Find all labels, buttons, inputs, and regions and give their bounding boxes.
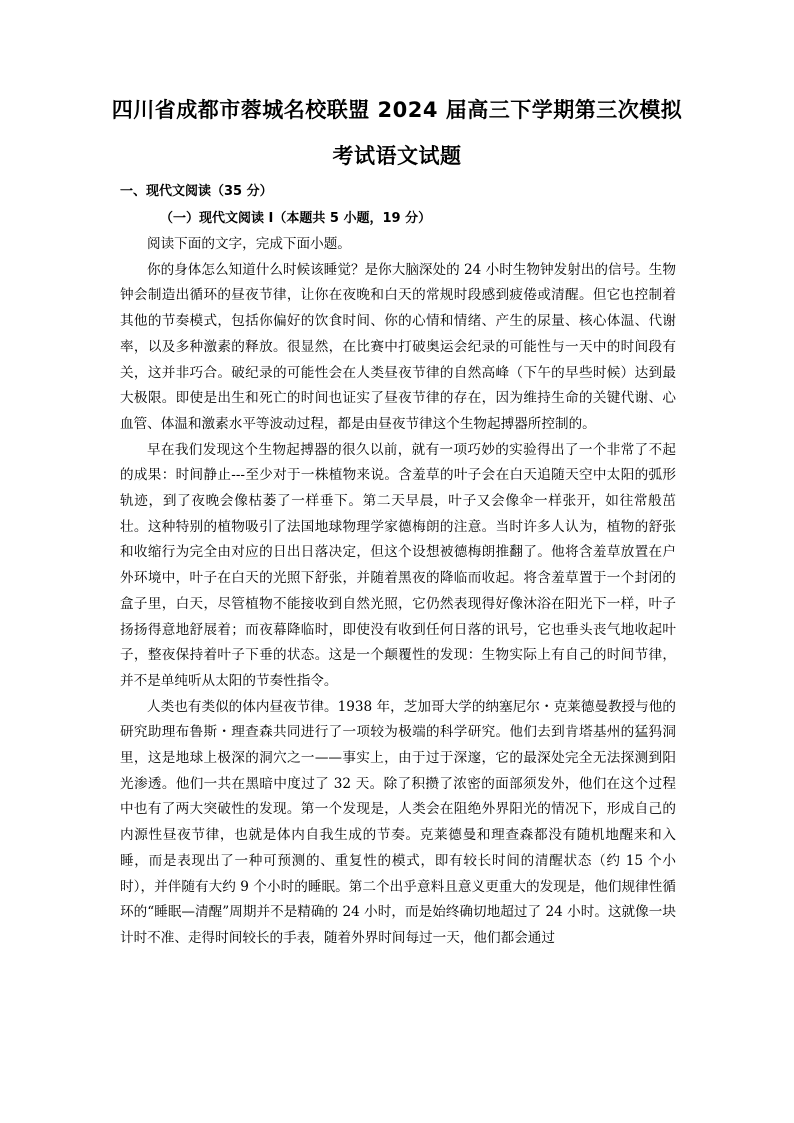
paragraph-instruction: 阅读下面的文字，完成下面小题。: [147, 236, 351, 252]
section-heading: 一、现代文阅读（35 分）: [120, 184, 273, 199]
reading-passage: [120, 232, 676, 952]
document-title-line-1: 四川省成都市蓉城名校联盟 2024 届高三下学期第三次模拟: [111, 98, 683, 122]
paragraph: 人类也有类似的体内昼夜节律。1938 年，芝加哥大学的纳塞尼尔・克莱德曼教授与他的研究助理布鲁斯・理查森共同进行了一项较为极端的科学研究。他们去到肯塔基州的猛犸洞里，这是地球上极深的洞穴之一——事实上，由于过于深邃，它的最深处完全无法探测到阳光渗透。他们一共在黑暗中度过了 32 天。除了积攒了浓密的面部须发外，他们在这个过程中也有了两大突破性的发现。第一个发现是，人类会在阻绝外界阳光的情况下，形成自己的内源性昼夜节律，也就是体内自我生成的节奏。克莱德曼和理查森都没有随机地醒来和入睡，而是表现出了一种可预测的、重复性的模式，即有较长时间的清醒状态（约 15 个小时），并伴随有大约 9 个小时的睡眠。第二个出乎意料且意义更重大的发现是，他们规律性循环的“睡眠—清醒”周期并不是精确的 24 小时，而是始终确切地超过了 24 小时。这就像一块计时不准、走得时间较长的手表，随着外界时间每过一天，他们都会通过: [120, 698, 676, 946]
document-title-line-2: 考试语文试题: [332, 144, 462, 168]
subsection-heading: （一）现代文阅读 I（本题共 5 小题，19 分）: [160, 211, 432, 226]
paragraph: 早在我们发现这个生物起搏器的很久以前，就有一项巧妙的实验得出了一个非常了不起的成果：时间静止---至少对于一株植物来说。含羞草的叶子会在白天追随天空中太阳的弧形轨迹，到了夜晚会像枯萎了一样垂下。第二天早晨，叶子又会像伞一样张开，如往常般茁壮。这种特别的植物吸引了法国地球物理学家德梅朗的注意。当时许多人认为，植物的舒张和收缩行为完全由对应的日出日落决定，但这个设想被德梅朗推翻了。他将含羞草放置在户外环境中，叶子在白天的光照下舒张，并随着黑夜的降临而收起。将含羞草置于一个封闭的盒子里，白天，尽管植物不能接收到自然光照，它仍然表现得好像沐浴在阳光下一样，叶子扬扬得意地舒展着；而夜幕降临时，即使没有收到任何日落的讯号，它也垂头丧气地收起叶子，整夜保持着叶子下垂的状态。这是一个颠覆性的发现：生物实际上有自己的时间节律，并不是单纯听从太阳的节奏性指令。: [120, 441, 676, 689]
paragraph: 你的身体怎么知道什么时候该睡觉？是你大脑深处的 24 小时生物钟发射出的信号。生物钟会制造出循环的昼夜节律，让你在夜晚和白天的常规时段感到疲倦或清醒。但它也控制着其他的节奏模式，包括你偏好的饮食时间、你的心情和情绪、产生的尿量、核心体温、代谢率，以及多种激素的释放。很显然，在比赛中打破奥运会纪录的可能性与一天中的时间段有关，这并非巧合。破纪录的可能性会在人类昼夜节律的自然高峰（下午的早些时候）达到最大极限。即使是出生和死亡的时间也证实了昼夜节律的存在，因为维持生命的关键代谢、心血管、体温和激素水平等波动过程，都是由昼夜节律这个生物起搏器所控制的。: [120, 261, 676, 432]
